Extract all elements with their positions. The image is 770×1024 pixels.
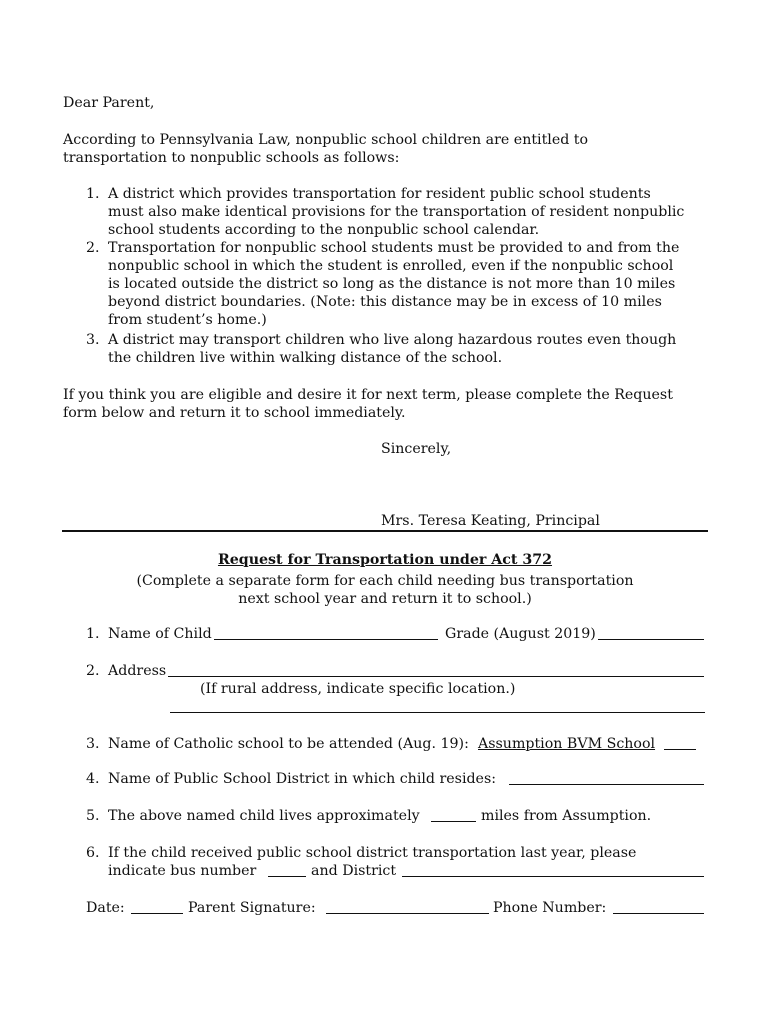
catholic-school-value: Assumption BVM School: [478, 736, 656, 752]
q4-number: 4.: [86, 771, 100, 787]
phone-label: Phone Number:: [493, 900, 607, 916]
form-subtitle-line: (Complete a separate form for each child needing bus transportation: [136, 573, 634, 589]
list-item-line: A district which provides transportation for resident public school students: [108, 186, 651, 202]
district-label: and District: [311, 863, 397, 879]
salutation: Dear Parent,: [63, 95, 155, 111]
q6-number: 6.: [86, 845, 100, 861]
catholic-school-label: Name of Catholic school to be attended (Aug. 19):: [108, 736, 469, 752]
parent-signature-field[interactable]: [326, 901, 489, 914]
closing-paragraph: [63, 386, 713, 422]
q1-number: 1.: [86, 626, 100, 642]
date-label: Date:: [86, 900, 125, 916]
form-subtitle-line: next school year and return it to school.): [238, 591, 532, 607]
address-hint: (If rural address, indicate specific location.): [200, 681, 516, 697]
q2-number: 2.: [86, 663, 100, 679]
sincerely: Sincerely,: [381, 441, 452, 457]
intro-line: transportation to nonpublic schools as follows:: [63, 150, 400, 166]
list-item-number: 1.: [86, 186, 100, 202]
public-district-field[interactable]: [509, 772, 704, 785]
district-field[interactable]: [402, 864, 704, 877]
address-field[interactable]: [168, 664, 704, 677]
bus-number-field[interactable]: [268, 864, 306, 877]
list-item-line: nonpublic school in which the student is enrolled, even if the nonpublic school: [108, 258, 674, 274]
intro-paragraph: [63, 131, 713, 167]
q5-number: 5.: [86, 808, 100, 824]
phone-field[interactable]: [613, 901, 704, 914]
child-name-label: Name of Child: [108, 626, 212, 642]
list-item-number: 2.: [86, 240, 100, 256]
address-field-line2[interactable]: [170, 700, 705, 713]
child-name-field[interactable]: [214, 627, 438, 640]
closing-line: If you think you are eligible and desire it for next term, please complete the Request: [63, 387, 673, 403]
distance-label-after: miles from Assumption.: [481, 808, 652, 824]
address-label: Address: [108, 663, 167, 679]
catholic-school-blank[interactable]: [664, 737, 696, 750]
prior-transport-label: If the child received public school district transportation last year, please: [108, 845, 637, 861]
divider: [62, 530, 708, 532]
list-item-line: the children live within walking distance of the school.: [108, 350, 503, 366]
list-item-line: is located outside the district so long as the distance is not more than 10 miles: [108, 276, 676, 292]
q3-number: 3.: [86, 736, 100, 752]
bus-number-label: indicate bus number: [108, 863, 257, 879]
list-item-line: A district may transport children who live along hazardous routes even though: [108, 332, 677, 348]
parent-signature-label: Parent Signature:: [188, 900, 316, 916]
public-district-label: Name of Public School District in which child resides:: [108, 771, 497, 787]
distance-label: The above named child lives approximately: [108, 808, 420, 824]
list-item-line: Transportation for nonpublic school students must be provided to and from the: [108, 240, 680, 256]
grade-label: Grade (August 2019): [445, 626, 596, 642]
date-field[interactable]: [131, 901, 183, 914]
form-title: Request for Transportation under Act 372: [217, 552, 553, 568]
list-item-line: school students according to the nonpublic school calendar.: [108, 222, 540, 238]
list-item-line: must also make identical provisions for the transportation of resident nonpublic: [108, 204, 685, 220]
intro-line: According to Pennsylvania Law, nonpublic school children are entitled to: [63, 132, 589, 148]
distance-field[interactable]: [431, 809, 476, 822]
list-item-number: 3.: [86, 332, 100, 348]
principal-signature: Mrs. Teresa Keating, Principal: [381, 513, 600, 529]
list-item-line: beyond district boundaries. (Note: this distance may be in excess of 10 miles: [108, 294, 662, 310]
grade-field[interactable]: [598, 627, 704, 640]
closing-line: form below and return it to school immediately.: [63, 405, 406, 421]
list-item-line: from student’s home.): [108, 312, 267, 328]
